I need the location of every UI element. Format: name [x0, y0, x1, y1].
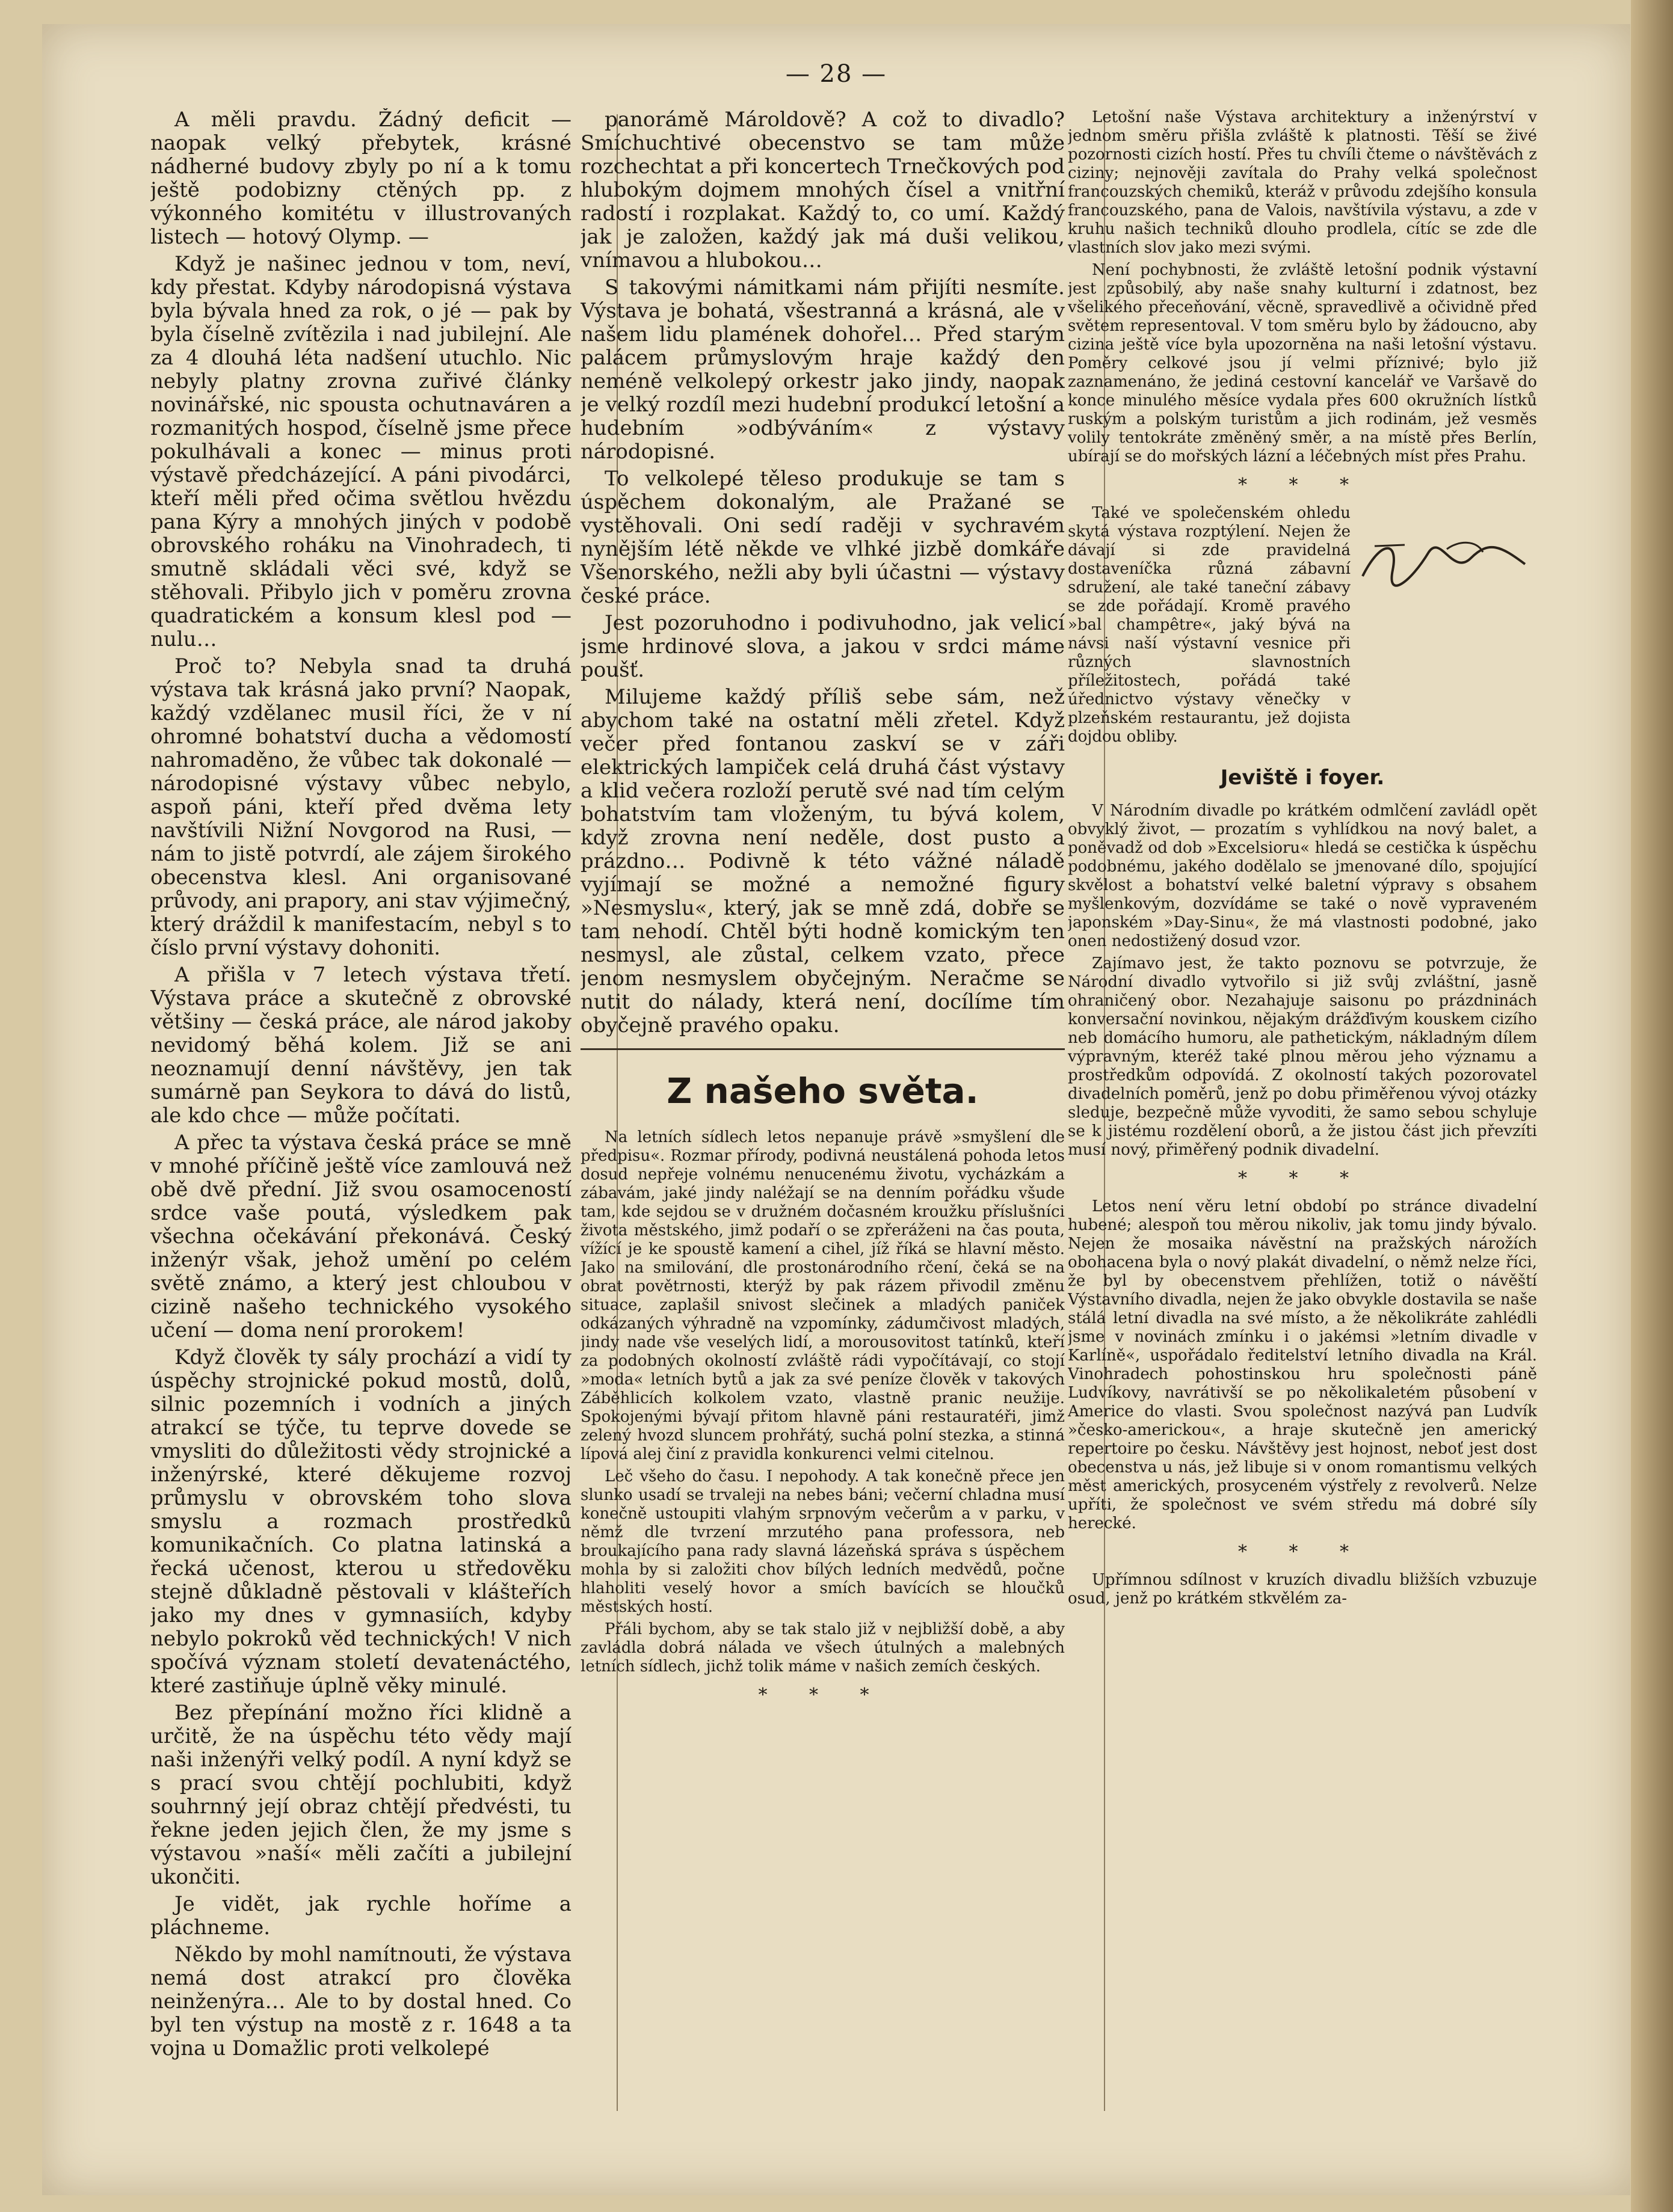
- paragraph: Není pochybnosti, že zvláště letošní podnik výstavní jest způsobilý, aby naše snahy kulturní i zdatnost, bez všelikého přeceňování, věcně, spravedlivě a očividně před světem representoval. V tom směru bylo by žádoucno, aby cizina ještě více byla upozorněna na naši letošní výstavu. Poměry celkové jsou jí velmi příznivé; bylo již zaznamenáno, že jediná cestovní kancelář ve Varšavě do konce minulého měsíce vydala přes 600 okružních lístků ruským a polským turistům a jich rodinám, jež vesměs volily tentokráte změněný směr, a na místě přes Berlín, ubírají se do mořských lázní a léčebných míst přes Prahu.: [1068, 261, 1537, 465]
- paragraph: Také ve společenském ohledu skytá výstava rozptýlení. Nejen že dávají si zde pravidelná dostaveníčka různá zábavní sdružení, ale také taneční zábavy se zde pořádají. Kromě pravého »bal champêtre«, jaký bývá na návsi naší výstavní vesnice při různých slavnostních příležitostech, pořádá také úřednictvo výstavy věnečky v plzeňském restaurantu, jež dojista dojdou obliby.: [1068, 504, 1351, 746]
- column-1: [150, 108, 572, 2129]
- paragraph: Když člověk ty sály prochází a vidí ty úspěchy strojnické pokud mostů, dolů, silnic pozemních i vodních a jiných atrakcí se týče, tu teprve dovede se vmysliti do důležitosti vědy strojnické a inženýrské, které děkujeme rozvoj průmyslu v obrovském toho slova smyslu a rozmach prostředků komunikačních. Co platna latinská a řecká učenost, kterou u středověku stejně důkladně pěstovali v klášteřích jako my dnes v gymnasiích, kdyby nebylo pokroků věd technických! V nich spočívá význam století devatenáctého, které zastiňuje úplně věky minulé.: [150, 1345, 572, 1698]
- page-edge: [1631, 0, 1673, 2212]
- paragraph: A měli pravdu. Žádný deficit — naopak velký přebytek, krásné nádherné budovy zbyly po ní a k tomu ještě podobizny ctěných pp. z výkonného komitétu v illustrovaných listech — hotový Olymp. —: [150, 108, 572, 249]
- section-heading: Z našeho světa.: [667, 1071, 979, 1111]
- article-continuation: [581, 108, 1065, 1037]
- column-3: [1068, 108, 1537, 2129]
- paragraph: A přec ta výstava česká práce se mně v mnohé příčině ještě více zamlouvá než obě dvě přední. Již svou osamoceností srdce vaše poutá, výsledkem pak všechna očekávání překonává. Český inženýr však, jehož umění po celém světě známo, a který jest chloubou v cizině našeho technického vysokého učení — doma není prorokem!: [150, 1131, 572, 1342]
- paragraph: Je vidět, jak rychle hoříme a pláchneme.: [150, 1892, 572, 1940]
- paragraph: Letos není věru letní období po stránce divadelní hubené; alespoň tou měrou nikoliv, jak tomu jindy bývalo. Nejen že mosaika návěstní na pražských nárožích obohacena byla o nový plakát divadelní, o němž nelze říci, že byl by obecenstvem přehlížen, totiž o návěští Výstavního divadla, nejen že jako obvykle dostavila se naše stálá letní divadla na své místo, a že několikráte zahlédli jsme v novinách zmínku i o jakémsi »letním divadle v Karlíně«, uspořádalo ředitelství letního divadla na Král. Vinohradech pohostinskou hru společnosti páně Ludvíkovy, navrátivší se po několikaletém působení v Americe do vlasti. Svou společnost nazývá pan Ludvík »česko-americkou«, a hraje skutečně jen americký repertoire po česku. Návštěvy jest hojnost, neboť jest dost obecenstva u nás, jež libuje si v onom romantismu velkých měst amerických, prosyceném výstřely z revolverů. Nelze upříti, že společnost ve svém středu má dobré síly herecké.: [1068, 1197, 1537, 1532]
- section-heading: Jeviště i foyer.: [1220, 766, 1385, 790]
- newspaper-page: [42, 24, 1630, 2195]
- section-body: [581, 1128, 1065, 1676]
- paragraph: Jest pozoruhodno i podivuhodno, jak velicí jsme hrdinové slova, a jakou v srdci máme poušť.: [581, 611, 1065, 682]
- paragraph: Milujeme každý příliš sebe sám, než abychom také na ostatní měli zřetel. Když večer před fontanou zaskví se v záři elektrických lampiček celá druhá část výstavy a klid večera rozloží perutě své nad tím celým bohatstvím tam vloženým, tu bývá kolem, když zrovna není neděle, dost pusto a prázdno… Podivně k této vážné náladě vyjímají se možné a nemožné figury »Nesmyslu«, který, jak se mně zdá, dobře se tam nehodí. Chtěl býti hodně komickým ten nesmysl, ale zůstal, celkem vzato, přece jenom nesmyslem obyčejným. Neračme se nutit do nálady, která není, docílíme tím obyčejně pravého opaku.: [581, 685, 1065, 1037]
- signed-paragraph: [1068, 504, 1537, 750]
- paragraph: Upřímnou sdílnost v kruzích divadlu bližších vzbuzuje osud, jenž po krátkém stkvělém za-: [1068, 1571, 1537, 1608]
- page-number: — 28 —: [785, 60, 887, 88]
- section-stars: * * *: [758, 1685, 887, 1706]
- paragraph: V Národním divadle po krátkém odmlčení zavládl opět obvyklý život, — prozatím s vyhlídkou na nový balet, a poněvadž od dob »Excelsioru« hledá se cestička k úspěchu podobnému, jakého dodělalo se jmenované dílo, spojující skvělost a bohatství velké baletní výpravy s obsahem myšlenkovým, dozvídáme se také o nově vypraveném japonském »Day-Sinu«, že má vlastnosti podobné, jako onen nedostižený dosud vzor.: [1068, 802, 1537, 950]
- section-stars: * * *: [1237, 1541, 1367, 1562]
- paragraph: A přišla v 7 letech výstava třetí. Výstava práce a skutečně z obrovské většiny — česká práce, ale národ jakoby nevidomý běhá kolem. Již se ani neoznamují denní návštěvy, jen tak sumárně pan Seykora to dává do listů, ale kdo chce — může počítati.: [150, 963, 572, 1128]
- paragraph: S takovými námitkami nám přijíti nesmíte. Výstava je bohatá, všestranná a krásná, ale v našem lidu plamének dohořel… Před starým palácem průmyslovým hraje každý den neméně velkolepý orkestr jako jindy, naopak je velký rozdíl mezi hudební produkcí letošní a hudebním »odbýváním« z výstavy národopisné.: [581, 275, 1065, 464]
- paragraph: To velkolepé těleso produkuje se tam s úspěchem dokonalým, ale Pražané se vystěhovali. Oni sedí raději v sychravém nynějším létě někde ve vlhké jizbě domkáře Všenorského, nežli aby byli účastni — výstavy české práce.: [581, 467, 1065, 608]
- paragraph: Někdo by mohl namítnouti, že výstava nemá dost atrakcí pro člověka neinženýra… Ale to by dostal hned. Co byl ten výstup na mostě z r. 1648 a ta vojna u Domažlic proti velkolepé: [150, 1943, 572, 2060]
- paragraph: Leč všeho do času. I nepohody. A tak konečně přece jen slunko usadí se trvaleji na nebes báni; večerní chladna musí konečně ustoupiti vlahým srpnovým večerům a v parku, v němž dle tvrzení mrzutého pana professora, neb broukajícího pana rady slavná lázeňská správa s úspěchem mohla by si založiti chov bílých ledních medvědů, počne hlaholiti veselý hovor a smích bavících se hloučků městských hostí.: [581, 1467, 1065, 1616]
- paragraph: Letošní naše Výstava architektury a inženýrství v jednom směru přišla zvláště k platnosti. Těší se živé pozornosti cizích hostí. Přes tu chvíli čteme o návštěvách z ciziny; nejnověji zavítala do Prahy velká společnost francouzských chemiků, kteráž v průvodu zdejšího konsula francouzského, pana de Valois, navštívila výstavu, a zde v kruhu našich techniků dlouho prodlela, cítíc se zde dle vlastních slov jako mezi svými.: [1068, 108, 1537, 257]
- column-2: [581, 108, 1065, 2129]
- section-rule: [581, 1048, 1065, 1050]
- paragraph: panorámě Mároldově? A což to divadlo? Smíchuchtivé obecenstvo se tam může rozchechtat a při koncertech Trnečkových pod hlubokým dojmem mnohých čísel a vnitřní radostí i rozplakat. Každý to, co umí. Každý jak je založen, každý jak má duši velikou, vnímavou a hlubokou…: [581, 108, 1065, 272]
- signature-icon: [1357, 528, 1537, 594]
- paragraph: Na letních sídlech letos nepanuje právě »smyšlení dle předpisu«. Rozmar přírody, podivná neustálená pohoda letos dosud nepřeje volnému nenucenému životu, vycházkám a zábavám, jaké jindy naléžají se na denním pořádku všude tam, kde sejdou se v družném dočasném kroužku příslušníci života městského, jimž podaří o se zpřeráženi na čas pouta, vížící je ke spoustě kamení a cihel, jíž říká se hlavní město. Jako na smilování, dle prostonárodního rčení, čeká se na obrat povětrnosti, kterýž by pak rázem přivodil změnu situace, zaplašil snivost slečinek a mladých paniček odkázaných výhradně na vzpomínky, zádumčivost mladých, jindy nade vše veselých lidí, a morousovitost tatínků, kteří za podobných okolností zvláště rádi vypočítávají, co stojí »moda« letních bytů a jak za své peníze člověk v takových Záběhlicích kolkolem vzato, vlastně pranic neužije. Spokojenými bývají přitom hlavně páni restauratéři, jimž zelený hvozd sluncem prohřátý, suchá polní stezka, a stinná lípová alej činí z pravidla konkurenci velmi citelnou.: [581, 1128, 1065, 1463]
- paragraph: Přáli bychom, aby se tak stalo již v nejbližší době, a aby zavládla dobrá nálada ve všech útulných a malebných letních sídlech, jichž tolik máme v našich zemích českých.: [581, 1620, 1065, 1676]
- section-stars: * * *: [1237, 475, 1367, 496]
- paragraph: Bez přepínání možno říci klidně a určitě, že na úspěchu této vědy mají naši inženýři velký podíl. A nyní když se s prací svou chtějí pochlubiti, když souhrnný její obraz chtějí předvésti, tu řekne jeden jejich člen, že my jsme s výstavou »naší« měli začíti a jubilejní ukončiti.: [150, 1701, 572, 1889]
- paragraph: Proč to? Nebyla snad ta druhá výstava tak krásná jako první? Naopak, každý vzdělanec musil říci, že v ní ohromné bohatství ducha a vědomostí nahromaděno, že vůbec tak dokonalé — národopisné výstavy vůbec nebylo, aspoň páni, kteří před dvěma lety navštívili Nižní Novgorod na Rusi, — nám to jistě potvrdí, ale zájem širokého obecenstva klesl. Ani organisované průvody, ani prapory, ani stav výjimečný, který dráždil k manifestacím, nebyl s to číslo první výstavy dohoniti.: [150, 654, 572, 960]
- section-stars: * * *: [1237, 1168, 1367, 1189]
- paragraph: Když je našinec jednou v tom, neví, kdy přestat. Kdyby národopisná výstava byla bývala hned za rok, o jé — pak by byla číselně zvítězila i nad jubilejní. Ale za 4 dlouhá léta nadšení utuchlo. Nic nebyly platny zrovna zuřivé články novinářské, nic spousta ochutnaváren a rozmanitých hospod, číselně jsme přece pokulhávali a konec — minus proti výstavě předcházející. A páni pivodárci, kteří měli před očima světlou hvězdu pana Kýry a mnohých jiných v podobě obrovského roháku na Vinohradech, ti smutně skládali věci své, když se stěhovali. Přibylo jich v poměru zrovna quadratickém a konsum klesl pod — nulu…: [150, 252, 572, 651]
- paragraph: Zajímavo jest, že takto poznovu se potvrzuje, že Národní divadlo vytvořilo si již svůj zvláštní, jasně ohraničený obor. Nezahajuje saisonu po prázdninách konversační novinkou, nějakým drážďivým kouskem cizího neb domácího humoru, ale pathetickým, nákladným dílem výpravným, kteréž také plnou měrou jeho významu a prostředkům odpovídá. Z okolností takých pozorovatel divadelních poměrů, jenž po dobu přiměřenou vývoj otázky sleduje, bezpečně může vyvoditi, že samo sebou schyluje se k jistému rozdělení oborů, a že jistou část jich převzíti musí nový, přiměřený podnik divadelní.: [1068, 954, 1537, 1159]
